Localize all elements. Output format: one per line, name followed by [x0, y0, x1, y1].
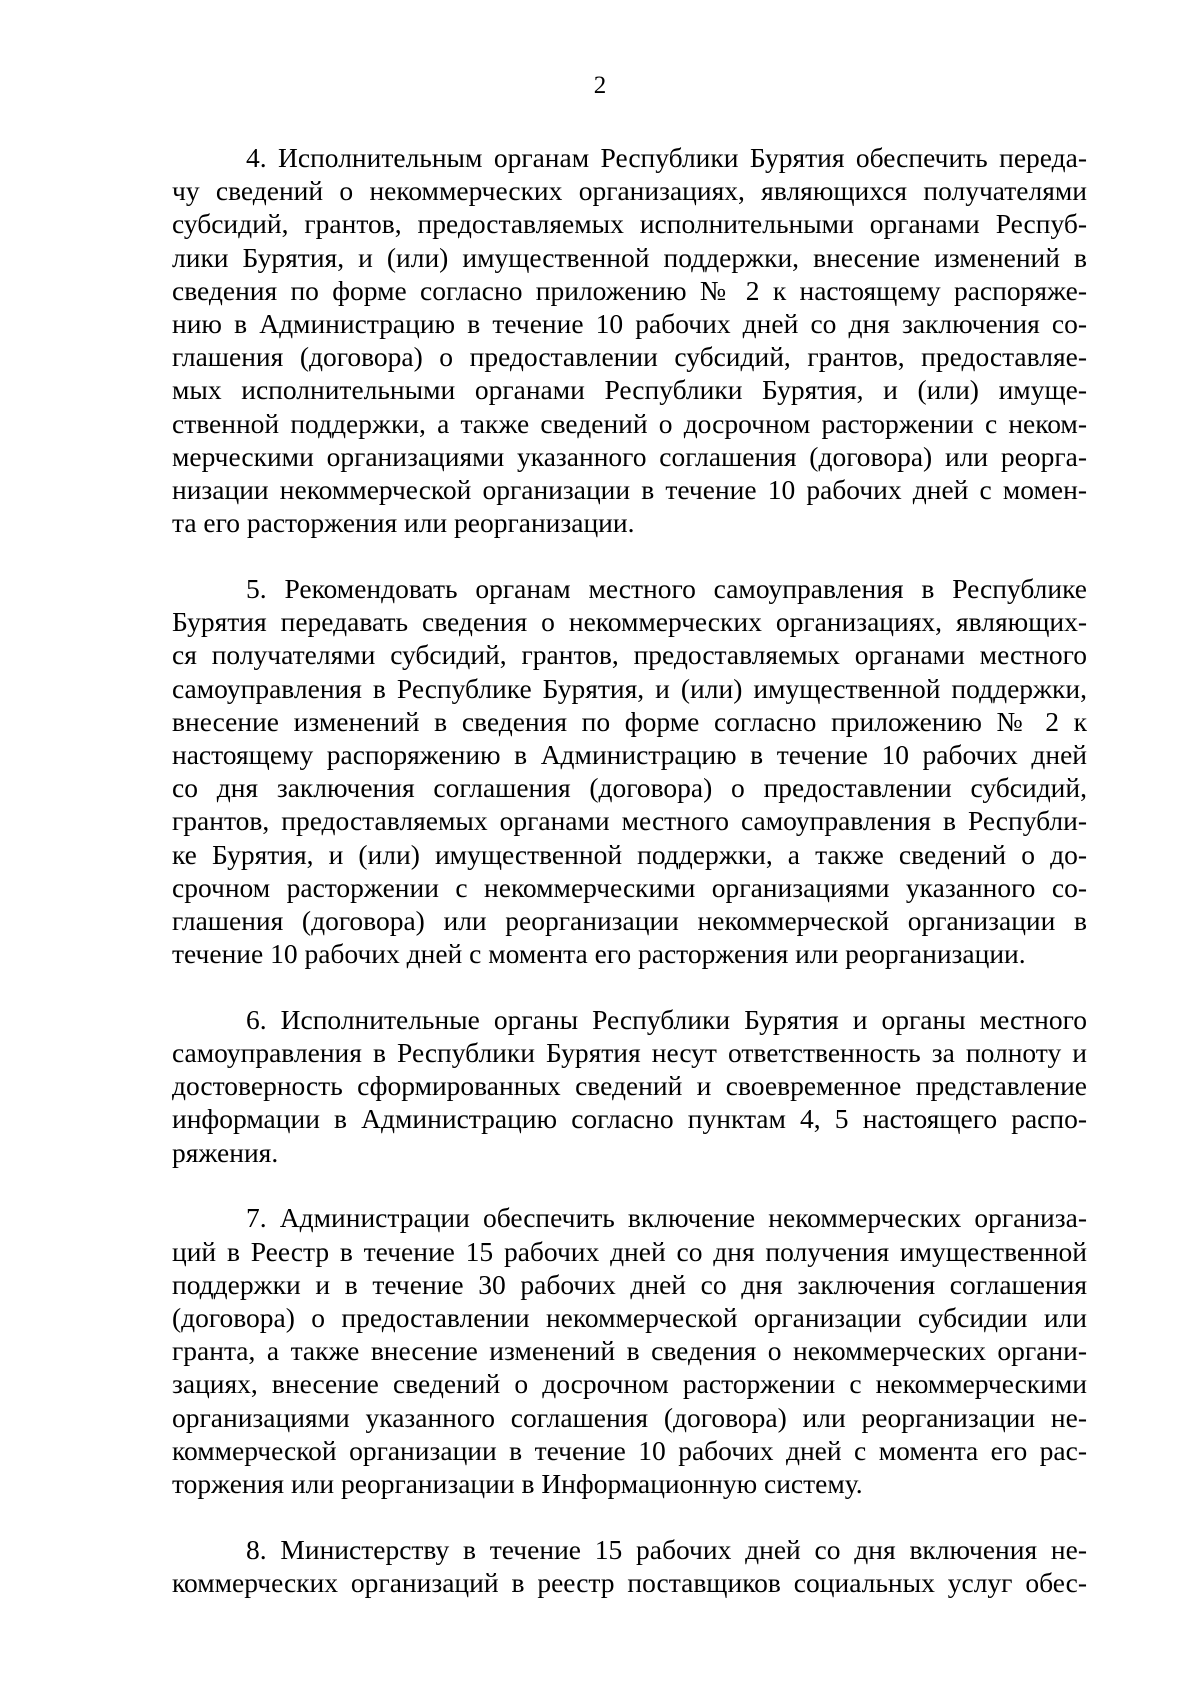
- text-line: самоуправления в Республике Бурятия, и (или) имущественной поддержки,: [172, 672, 1087, 704]
- text-line: (договора) о предоставлении некоммерческой организации субсидии или: [172, 1302, 1087, 1333]
- text-line: гранта, а также внесение изменений в сведения о некоммерческих органи-: [172, 1335, 1087, 1367]
- paragraph-7: [172, 1201, 1087, 1500]
- text-line: организациями указанного соглашения (договора) или реорганизации не-: [172, 1401, 1087, 1433]
- text-line: нию в Администрацию в течение 10 рабочих дней со дня заключения со-: [172, 308, 1087, 340]
- text-line: чу сведений о некоммерческих организациях, являющихся получателями: [172, 175, 1087, 207]
- paragraph-5: [172, 572, 1087, 970]
- text-line: срочном расторжении с некоммерческими организациями указанного со-: [172, 871, 1087, 903]
- text-line: сведения по форме согласно приложению № 2 к настоящему распоряже-: [172, 274, 1087, 306]
- text-line: субсидий, грантов, предоставляемых исполнительными органами Респуб-: [172, 208, 1087, 240]
- paragraph-4: [172, 141, 1087, 539]
- text-line: коммерческой организации в течение 10 рабочих дней с момента его рас-: [172, 1434, 1087, 1466]
- text-line: со дня заключения соглашения (договора) о предоставлении субсидий,: [172, 772, 1087, 804]
- text-line: торжения или реорганизации в Информационную систему.: [172, 1468, 863, 1500]
- paragraph-8: [172, 1533, 1087, 1599]
- text-line: 6. Исполнительные органы Республики Бурятия и органы местного: [246, 1003, 1087, 1035]
- text-line: ке Бурятия, и (или) имущественной поддержки, а также сведений о до-: [172, 838, 1087, 870]
- text-line: течение 10 рабочих дней с момента его расторжения или реорганизации.: [172, 938, 1026, 970]
- text-line: ций в Реестр в течение 15 рабочих дней со дня получения имущественной: [172, 1235, 1087, 1267]
- text-line: 7. Администрации обеспечить включение некоммерческих организа-: [246, 1202, 1087, 1234]
- text-line: поддержки и в течение 30 рабочих дней со дня заключения соглашения: [172, 1268, 1087, 1300]
- document-body: [172, 141, 1087, 1632]
- text-line: достоверность сформированных сведений и своевременное представление: [172, 1070, 1087, 1102]
- text-line: внесение изменений в сведения по форме согласно приложению № 2 к: [172, 705, 1087, 737]
- text-line: информации в Администрацию согласно пунктам 4, 5 настоящего распо-: [172, 1103, 1087, 1135]
- text-line: самоуправления в Республики Бурятия несут ответственность за полноту и: [172, 1037, 1087, 1069]
- text-line: ряжения.: [172, 1136, 279, 1168]
- text-line: коммерческих организаций в реестр поставщиков социальных услуг обес-: [172, 1566, 1087, 1598]
- text-line: мых исполнительными органами Республики Бурятия, и (или) имуще-: [172, 374, 1087, 406]
- text-line: низации некоммерческой организации в течение 10 рабочих дней с момен-: [172, 474, 1087, 506]
- text-line: грантов, предоставляемых органами местного самоуправления в Республи-: [172, 805, 1087, 837]
- text-line: настоящему распоряжению в Администрацию в течение 10 рабочих дней: [172, 738, 1087, 770]
- text-line: ся получателями субсидий, грантов, предоставляемых органами местного: [172, 639, 1087, 671]
- text-line: Бурятия передавать сведения о некоммерческих организациях, являющих-: [172, 606, 1087, 638]
- text-line: ственной поддержки, а также сведений о досрочном расторжении с неком-: [172, 407, 1087, 439]
- page-number: 2: [593, 72, 607, 99]
- text-line: 4. Исполнительным органам Республики Бурятия обеспечить переда-: [246, 142, 1087, 173]
- text-line: зациях, внесение сведений о досрочном расторжении с некоммерческими: [172, 1368, 1087, 1400]
- text-line: лики Бурятия, и (или) имущественной поддержки, внесение изменений в: [172, 241, 1087, 273]
- text-line: та его расторжения или реорганизации.: [172, 507, 635, 539]
- text-line: 8. Министерству в течение 15 рабочих дней со дня включения не-: [246, 1533, 1087, 1565]
- text-line: глашения (договора) о предоставлении субсидий, грантов, предоставляе-: [172, 341, 1087, 373]
- text-line: глашения (договора) или реорганизации некоммерческой организации в: [172, 904, 1087, 936]
- text-line: 5. Рекомендовать органам местного самоуправления в Республике: [246, 572, 1087, 604]
- text-line: мерческими организациями указанного соглашения (договора) или реорга-: [172, 440, 1087, 472]
- paragraph-6: [172, 1003, 1087, 1169]
